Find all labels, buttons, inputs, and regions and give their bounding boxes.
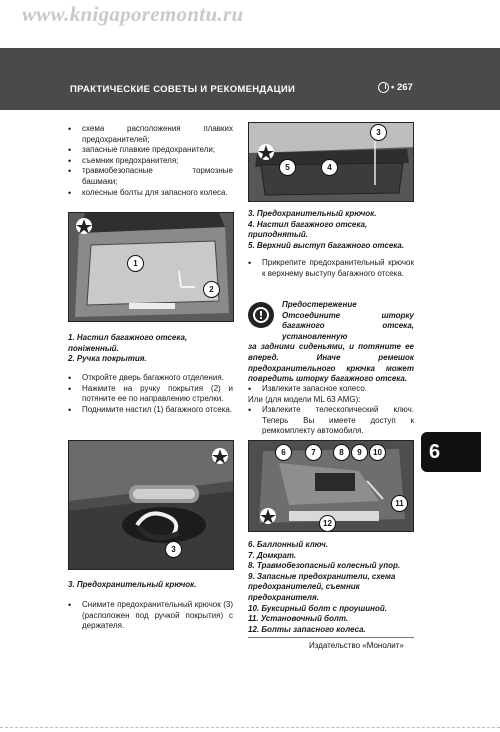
figure-trunk-floor	[68, 212, 234, 322]
fig3-captions	[248, 209, 414, 251]
caption: 2. Ручка покрытия.	[68, 354, 147, 364]
fig4-captions	[248, 540, 414, 635]
list-item: Поднимите настил (1) багажного отсека.	[82, 404, 232, 414]
right-bullets-a: • Прикрепите предохранительный крючок к верхнему выступу багажного отсека.	[248, 258, 414, 278]
header-bar	[0, 48, 500, 110]
left-bullets-bottom: • Снимите предохранительный крючок (3) (расположен под ручкой покрытия) с держателя.	[68, 600, 233, 631]
caption: 7. Домкрат.	[248, 550, 297, 560]
caption: 3. Предохранительный крючок.	[248, 209, 377, 218]
caption: 6. Баллонный ключ.	[248, 540, 328, 549]
callout-12: 12	[319, 515, 336, 532]
page-title: ПРАКТИЧЕСКИЕ СОВЕТЫ И РЕКОМЕНДАЦИИ	[70, 84, 296, 95]
callout-7: 7	[305, 444, 322, 461]
callout-2: 2	[203, 281, 220, 298]
publisher-footer: Издательство «Монолит»	[309, 641, 404, 650]
list-item: Извлеките запасное колесо.	[262, 384, 367, 393]
watermark: www.knigaporemontu.ru	[22, 2, 244, 26]
chapter-tab: 6	[421, 432, 481, 472]
callout-8: 8	[333, 444, 350, 461]
fig2-caption	[68, 580, 233, 591]
list-item: схема расположения плавких предохранителей;	[82, 124, 233, 144]
publisher-logo-icon	[378, 82, 389, 93]
callout-4: 4	[321, 159, 338, 176]
star-badge-icon	[255, 143, 277, 161]
caption: 5. Верхний выступ багажного отсека.	[248, 240, 405, 250]
footer-rule	[248, 637, 414, 638]
list-item: Откройте дверь багажного отделения.	[82, 373, 224, 382]
callout-5: 5	[279, 159, 296, 176]
right-bullets-b: • Извлеките запасное колесо. Или (для модели ML 63 AMG): • Извлеките телескопический ключ. Теперь Вы имеете доступ к ремкомплекту автомобиля.	[248, 384, 414, 436]
star-badge-icon	[209, 447, 231, 465]
warning-rest: за задними сиденьями, и потяните ее вперед. Иначе ремешок предохранительного крючка может повредить шторку багажного отсека.	[248, 342, 414, 384]
star-badge-icon	[73, 217, 95, 235]
caption: 11. Установочный болт.	[248, 614, 349, 624]
list-item: запасные плавкие предохранители;	[82, 145, 216, 155]
list-item: колесные болты для запасного колеса.	[82, 187, 228, 197]
callout-11: 11	[391, 495, 408, 512]
caption: 9. Запасные предохранители, схема предохранителей, съемник предохранителя.	[248, 571, 396, 602]
caption: 10. Буксирный болт с проушиной.	[248, 603, 387, 613]
figure-floor-raised	[248, 122, 414, 202]
figure-safety-hook	[68, 440, 234, 570]
callout-10: 10	[369, 444, 386, 461]
warning-first-lines: Отсоедините шторку багажного отсека, установленную	[282, 310, 414, 341]
warning-title: Предостережение	[282, 300, 357, 309]
caption: 4. Настил багажного отсека, приподнятый.	[248, 219, 368, 240]
caption: 3. Предохранительный крючок.	[68, 580, 197, 589]
warning-body	[248, 311, 414, 385]
warning-block	[248, 300, 414, 385]
figure-repair-kit	[248, 440, 414, 532]
left-bullets-mid: • Откройте дверь багажного отделения. • Нажмите на ручку покрытия (2) и потяните ее по направлению стрелки. • Поднимите настил (1) багажного отсека.	[68, 373, 233, 415]
callout-3: 3	[165, 541, 182, 558]
list-item: Извлеките телескопический ключ. Теперь Вы имеете доступ к ремкомплекту автомобиля.	[262, 405, 414, 436]
caption: 8. Травмобезопасный колесный упор.	[248, 561, 401, 571]
page-number-text: • 267	[391, 82, 413, 93]
plain-text: Или (для модели ML 63 AMG):	[248, 394, 361, 404]
page-number	[378, 82, 413, 93]
left-bullets-top: • схема расположения плавких предохранителей; • запасные плавкие предохранители; • съемник предохранителя; • травмобезопасные тормозные башмаки; • колесные болты для запасного колеса.	[68, 124, 233, 198]
bottom-divider	[0, 727, 500, 728]
fig1-captions	[68, 333, 233, 365]
callout-1: 1	[127, 255, 144, 272]
callout-6: 6	[275, 444, 292, 461]
list-item: Снимите предохранительный крючок (3) (расположен под ручкой покрытия) с держателя.	[82, 600, 233, 631]
list-item: съемник предохранителя;	[82, 155, 179, 165]
callout-3: 3	[370, 124, 387, 141]
list-item: травмобезопасные тормозные башмаки;	[82, 166, 233, 186]
list-item: Нажмите на ручку покрытия (2) и потяните ее по направлению стрелки.	[82, 383, 233, 404]
callout-9: 9	[351, 444, 368, 461]
list-item: Прикрепите предохранительный крючок к верхнему выступу багажного отсека.	[262, 258, 414, 278]
star-badge-icon	[257, 507, 279, 525]
caption: 12. Болты запасного колеса.	[248, 624, 366, 634]
caption: 1. Настил багажного отсека, поніженный.	[68, 333, 188, 353]
warning-icon: !	[248, 302, 274, 328]
